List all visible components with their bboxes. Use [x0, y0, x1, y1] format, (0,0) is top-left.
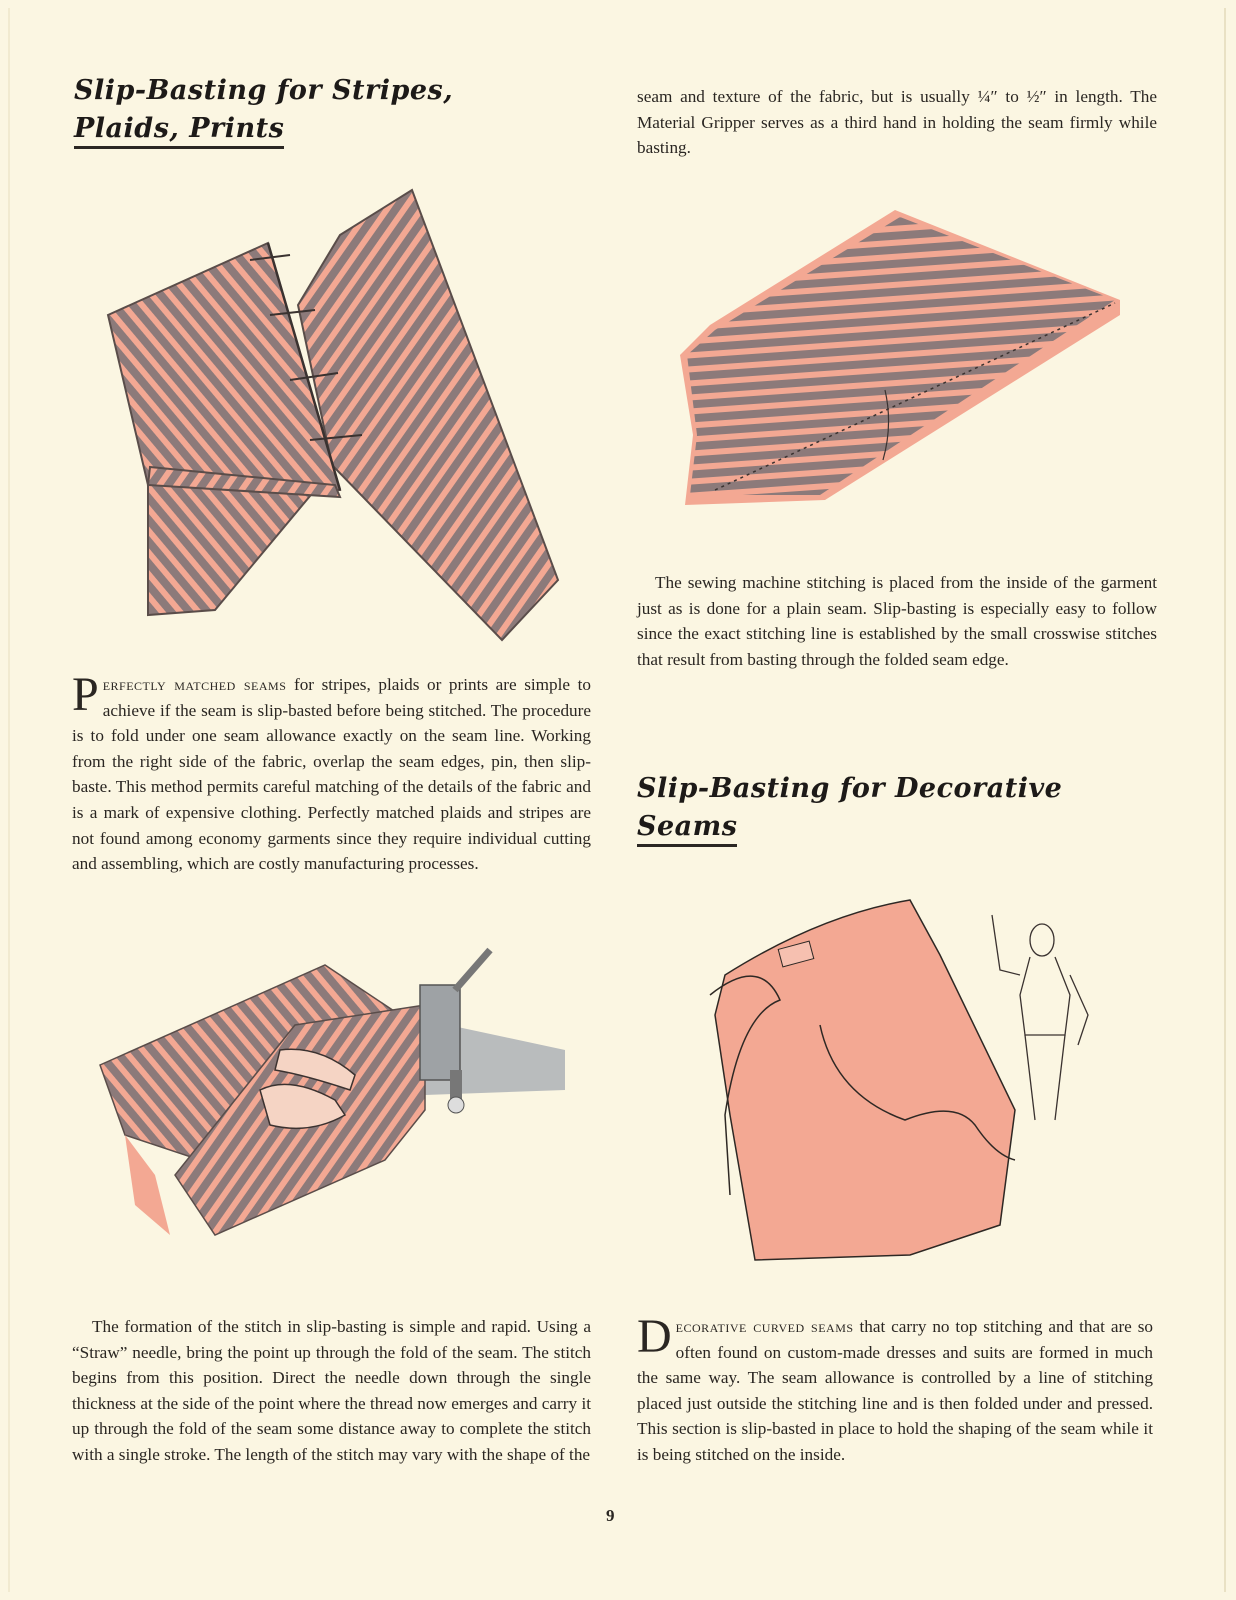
section-heading-stripes: [74, 72, 453, 148]
continued-part2: in length. The Material Gripper serves as a third hand in holding the seam firmly while basting.: [637, 87, 1157, 158]
small-caps-lead: erfectly matched seams: [102, 675, 287, 694]
continued-to: to: [997, 87, 1027, 106]
heading-line: Slip-Basting for Stripes,: [74, 75, 454, 106]
paragraph-machine: The sewing machine stitching is placed from the inside of the garment just as is done for a plain seam. Slip-basting is especially easy to follow since the exact stitching line is established by the small crosswise stitches that result from basting through the folded seam edge.: [637, 573, 1157, 669]
heading-line: Slip-Basting for Decorative: [637, 773, 1063, 804]
machine-stitched-seam-illustration: [675, 205, 1125, 515]
continued-part1: seam and texture of the fabric, but is usually: [637, 87, 978, 106]
fraction-quarter: ¼″: [977, 87, 998, 106]
folded-striped-fabric-illustration: [100, 185, 570, 655]
page-number: 9: [606, 1506, 615, 1525]
paragraph-continued: [637, 84, 1157, 161]
section-heading-decorative: [637, 770, 1062, 846]
paragraph-decorative: [637, 1310, 1153, 1468]
drop-cap: D: [637, 1310, 672, 1363]
small-caps-lead: ecorative curved seams: [675, 1317, 854, 1336]
paragraph-formation: The formation of the stitch in slip-basting is simple and rapid. Using a “Straw” needle, bring the point up through the fold of the seam. The stitch begins from this position. Direct the needle down through the single thickness at the side of the point where the thread now emerges and carry it up through the fold of the seam some distance away to complete the stitch with a single stroke. The length of the stitch may vary with the shape of the: [72, 1317, 591, 1464]
curved-decorative-seam-illustration: [700, 895, 1140, 1270]
paragraph-perfectly-matched: [72, 668, 592, 877]
heading-line-underlined: Seams: [637, 811, 737, 847]
drop-cap: P: [72, 668, 99, 721]
fraction-half: ½″: [1026, 87, 1047, 106]
paragraph-body: that carry no top stitching and that are so often found on custom-made dresses and suits are formed in much the same way. The seam allowance is controlled by a line of stitching placed just outside the stitching line and is then folded under and pressed. This section is slip-basted in place to hold the shaping of the seam while it is being stitched on the inside.: [637, 1317, 1153, 1464]
heading-line-underlined: Plaids, Prints: [74, 113, 284, 149]
paragraph-body: for stripes, plaids or prints are simple to achieve if the seam is slip-basted before being stitched. The procedure is to fold under one seam allowance exactly on the seam line. Working from the right side of the fabric, overlap the seam edges, pin, then slip-baste. This method permits careful matching of the details of the fabric and is a mark of expensive clothing. Perfectly matched plaids and stripes are not found among economy garments since they require individual cutting and assembling, which are costly manufacturing processes.: [72, 675, 592, 874]
hands-basting-with-material-gripper-illustration: [95, 945, 575, 1245]
